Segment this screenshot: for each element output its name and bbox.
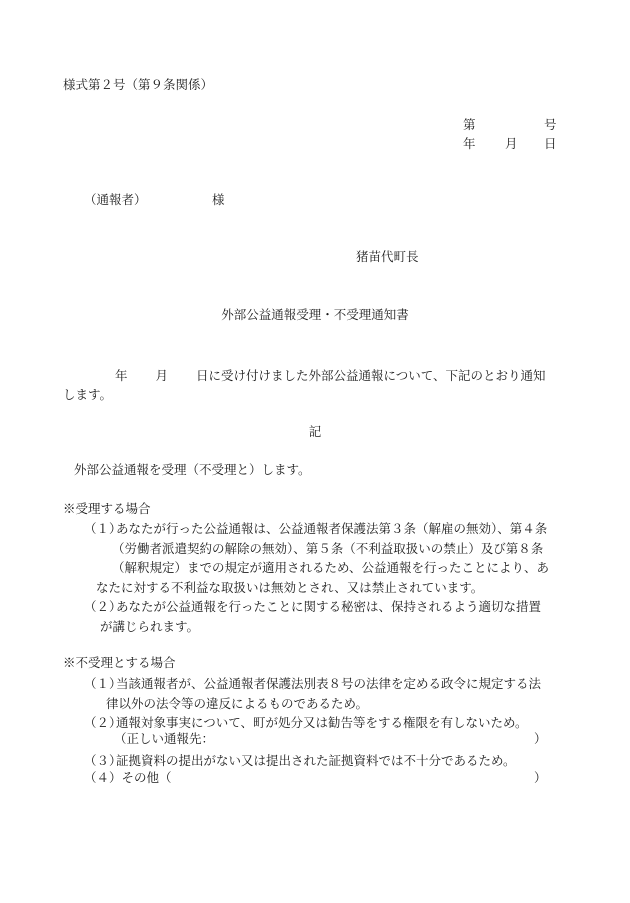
- item-line: が講じられます。: [100, 618, 200, 634]
- decision-statement: 外部公益通報を受理（不受理と）します。: [74, 462, 311, 477]
- body-line-2: します。: [63, 387, 113, 402]
- addressee: [84, 192, 225, 208]
- form-number: 様式第２号（第９条関係）: [63, 77, 214, 92]
- body-line1-rest: 日に受け付けました外部公益通報について、下記のとおり通知: [196, 368, 546, 383]
- item-number: （３）: [84, 753, 122, 768]
- item-number: （２）: [84, 715, 122, 730]
- accept-item-1: [84, 519, 572, 597]
- item-line: 律以外の法令等の違反によるものであるため。: [106, 695, 369, 711]
- document-number-go: 号: [544, 117, 557, 132]
- date-month: 月: [505, 136, 518, 151]
- accept-section-title: ※受理する場合: [63, 501, 151, 516]
- item-line: 当該通報者が、公益通報者保護法別表８号の法律を定める政令に規定する法: [116, 676, 542, 691]
- other-label: （４）その他（: [84, 770, 172, 785]
- item-line: なたに対する不利益な取扱いは無効とされ、又は禁止されています。: [96, 579, 484, 595]
- item-line: あなたが公益通報を行ったことに関する秘密は、保持されるよう適切な措置: [116, 599, 542, 614]
- body-month: 月: [155, 368, 169, 383]
- item-number: （１）: [84, 521, 122, 536]
- date-day: 日: [544, 136, 557, 151]
- reject-item-2: [84, 713, 572, 733]
- correct-recipient: [114, 731, 547, 747]
- document-number-dai: 第: [463, 117, 476, 132]
- ki-heading: 記: [308, 424, 322, 439]
- date-year: 年: [463, 136, 476, 151]
- reject-section-title: ※不受理とする場合: [63, 655, 176, 670]
- addressee-label: （通報者）: [84, 192, 147, 207]
- item-line: （労働者派遣契約の解除の無効）、第５条（不利益取扱いの禁止）及び第８条: [112, 540, 544, 556]
- correct-recipient-close: ）: [534, 731, 547, 746]
- other-close: ）: [534, 770, 547, 785]
- item-line: （解釈規定）までの規定が適用されるため、公益通報を行ったことにより、あ: [112, 560, 550, 575]
- body-line-1: [63, 366, 583, 385]
- body-year: 年: [115, 368, 128, 383]
- reject-item-1: [84, 674, 572, 713]
- item-line: 証拠資料の提出がない又は提出された証拠資料では不十分であるため。: [116, 753, 516, 768]
- addressee-honorific: 様: [212, 192, 225, 207]
- item-line: 通報対象事実について、町が処分又は勧告等をする権限を有しないため。: [116, 715, 528, 730]
- item-number: （２）: [84, 599, 122, 614]
- correct-recipient-label: （正しい通報先：: [114, 731, 215, 746]
- document-title: 外部公益通報受理・不受理通知書: [221, 307, 409, 322]
- sender: 猪苗代町長: [356, 249, 419, 264]
- accept-item-2: [84, 597, 572, 636]
- body-paragraph: [63, 366, 583, 404]
- item-line: あなたが行った公益通報は、公益通報者保護法第３条（解雇の無効）、第４条: [116, 521, 548, 536]
- reject-item-4: [84, 770, 547, 786]
- reject-item-3: [84, 751, 572, 771]
- item-number: （１）: [84, 676, 122, 691]
